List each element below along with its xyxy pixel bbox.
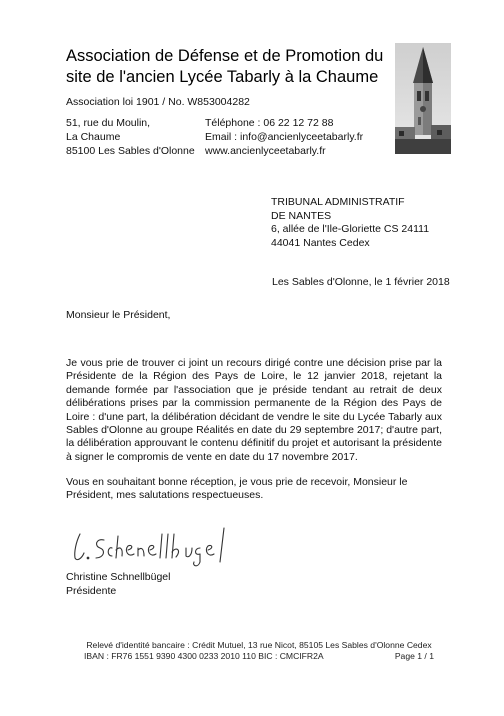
footer [84, 640, 434, 662]
address-line-1: 51, rue du Moulin, [66, 117, 151, 129]
footer-iban-bic: IBAN : FR76 1551 9390 4300 0233 2010 110 BIC : CMCIFR2A [84, 651, 324, 661]
footer-row-2 [84, 651, 434, 662]
signer-role: Présidente [66, 584, 117, 597]
signer-name: Christine Schnellbügel [66, 571, 171, 583]
title-line-2: site de l'ancien Lycée Tabarly à la Chaume [66, 68, 379, 86]
sender-contact [205, 116, 363, 158]
letterhead-title [66, 46, 383, 88]
date-line: Les Sables d'Olonne, le 1 février 2018 [272, 276, 450, 288]
church-photo [395, 43, 451, 154]
address-line-3: 85100 Les Sables d'Olonne [66, 145, 195, 157]
footer-bank-line: Relevé d'identité bancaire : Crédit Mutuel, 13 rue Nicot, 85105 Les Sables d'Olonne Cedex [86, 640, 432, 650]
body-paragraph-1: Je vous prie de trouver ci joint un recours dirigé contre une décision prise par la Présidente de la Région des Pays de Loire, le 12 janvier 2018, rejetant la demande formée par l'association que je préside tendant au retrait de deux délibérations prises par la commission permanente de la Région des Pays de Loire : d'une part, la délibération décidant de vendre le site du Lycée Tabarly aux Sables d'Olonne au groupe Réalités en date du 29 septembre 2017; d'autre part, la délibération approuvant le contenu définitif du projet et autorisant la présidente à signer le compromis de vente en date du 17 novembre 2017. [66, 357, 442, 463]
association-id: Association loi 1901 / No. W853004282 [66, 96, 250, 108]
footer-page-number: Page 1 / 1 [394, 651, 434, 661]
address-line-2: La Chaume [66, 131, 121, 143]
sender-address [66, 116, 195, 158]
recipient-line-1: TRIBUNAL ADMINISTRATIF [271, 196, 405, 208]
title-line-1: Association de Défense et de Promotion du [66, 47, 384, 65]
greeting: Monsieur le Président, [66, 309, 171, 321]
signer-block [66, 571, 170, 598]
recipient-line-3: 6, allée de l'Ile-Gloriette CS 24111 [271, 223, 430, 235]
recipient-address [271, 196, 429, 250]
phone-line: Téléphone : 06 22 12 72 88 [205, 117, 334, 129]
website-line: www.ancienlyceetabarly.fr [205, 145, 326, 157]
recipient-line-2: DE NANTES [271, 209, 332, 222]
handwritten-signature [68, 520, 248, 570]
email-line: Email : info@ancienlyceetabarly.fr [205, 131, 364, 143]
recipient-line-4: 44041 Nantes Cedex [271, 236, 370, 249]
body-paragraph-2: Vous en souhaitant bonne réception, je vous prie de recevoir, Monsieur le Président, mes salutations respectueuses. [66, 476, 408, 502]
